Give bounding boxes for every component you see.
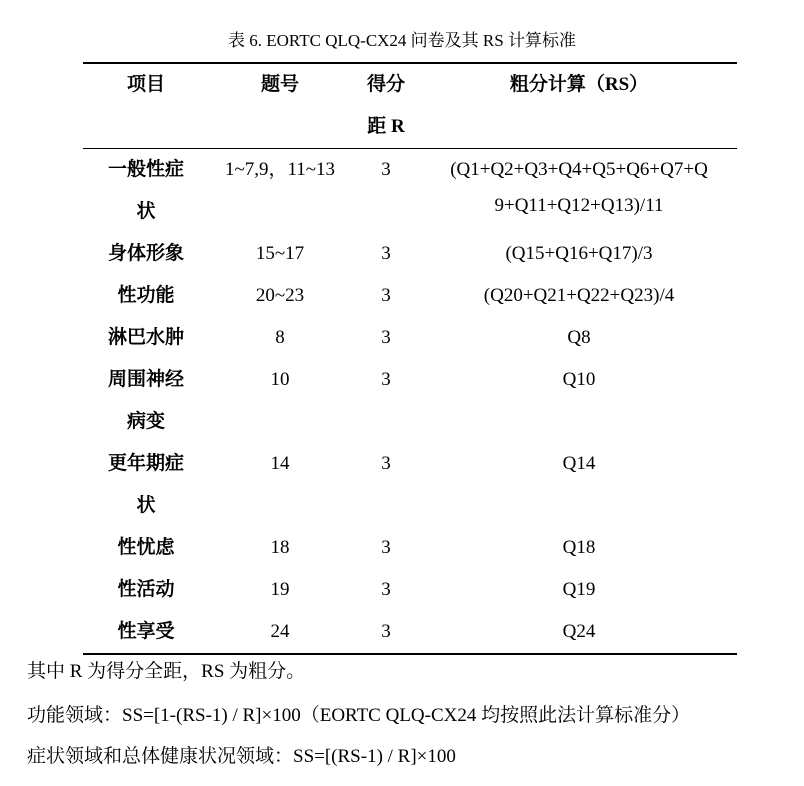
row-range: 3 xyxy=(381,453,391,474)
row-questions: 8 xyxy=(275,327,285,348)
row-formula: (Q1+Q2+Q3+Q4+Q5+Q6+Q7+Q 9+Q11+Q12+Q13)/11 xyxy=(450,159,708,216)
table-row xyxy=(83,275,737,317)
row-questions: 24 xyxy=(270,621,290,642)
row-questions: 18 xyxy=(270,537,290,558)
table-row xyxy=(83,233,737,275)
row-item: 性功能 xyxy=(117,285,175,306)
table-row xyxy=(83,569,737,611)
row-range: 3 xyxy=(381,369,391,390)
row-formula: Q8 xyxy=(567,327,591,348)
row-formula: (Q15+Q16+Q17)/3 xyxy=(505,243,653,264)
row-questions: 1~7,9，11~13 xyxy=(224,159,336,180)
table-row xyxy=(83,359,737,443)
table-row xyxy=(83,317,737,359)
row-item: 性忧虑 xyxy=(117,537,175,558)
row-range: 3 xyxy=(381,327,391,348)
row-range: 3 xyxy=(381,579,391,600)
row-formula: Q24 xyxy=(562,621,596,642)
row-range: 3 xyxy=(381,285,391,306)
header-formula: 粗分计算（RS） xyxy=(509,74,649,95)
table-row xyxy=(83,443,737,527)
row-item: 一般性症 状 xyxy=(107,159,184,222)
note-function-formula: 功能领域：SS=[1-(RS-1) / R]×100（EORTC QLQ-CX24 均按照此法计算标准分） xyxy=(27,705,691,726)
note-definition: 其中 R 为得分全距，RS 为粗分。 xyxy=(27,661,306,682)
row-questions: 10 xyxy=(270,369,290,390)
row-range: 3 xyxy=(381,159,391,180)
header-item: 项目 xyxy=(126,74,165,95)
table-caption: 表 6. EORTC QLQ-CX24 问卷及其 RS 计算标准 xyxy=(228,31,576,50)
table-row xyxy=(83,149,737,233)
row-item: 性享受 xyxy=(117,621,175,642)
row-item: 性活动 xyxy=(117,579,175,600)
row-formula: Q19 xyxy=(562,579,596,600)
row-item: 周围神经 病变 xyxy=(107,369,184,432)
row-formula: Q10 xyxy=(562,369,596,390)
header-questions: 题号 xyxy=(260,74,299,95)
row-item: 身体形象 xyxy=(107,243,184,264)
table-row xyxy=(83,527,737,569)
table-header xyxy=(83,64,737,149)
table-row xyxy=(83,611,737,653)
row-range: 3 xyxy=(381,621,391,642)
row-item: 淋巴水肿 xyxy=(107,327,184,348)
scoring-table xyxy=(83,62,737,655)
row-formula: Q18 xyxy=(562,537,596,558)
row-questions: 15~17 xyxy=(255,243,305,264)
row-item: 更年期症 状 xyxy=(107,453,184,516)
note-symptom-formula: 症状领域和总体健康状况领域：SS=[(RS-1) / R]×100 xyxy=(27,746,456,767)
row-range: 3 xyxy=(381,243,391,264)
row-questions: 19 xyxy=(270,579,290,600)
row-questions: 20~23 xyxy=(255,285,305,306)
row-formula: (Q20+Q21+Q22+Q23)/4 xyxy=(483,285,675,306)
row-formula: Q14 xyxy=(562,453,596,474)
row-range: 3 xyxy=(381,537,391,558)
header-range: 得分 距 R xyxy=(366,74,405,137)
row-questions: 14 xyxy=(270,453,290,474)
